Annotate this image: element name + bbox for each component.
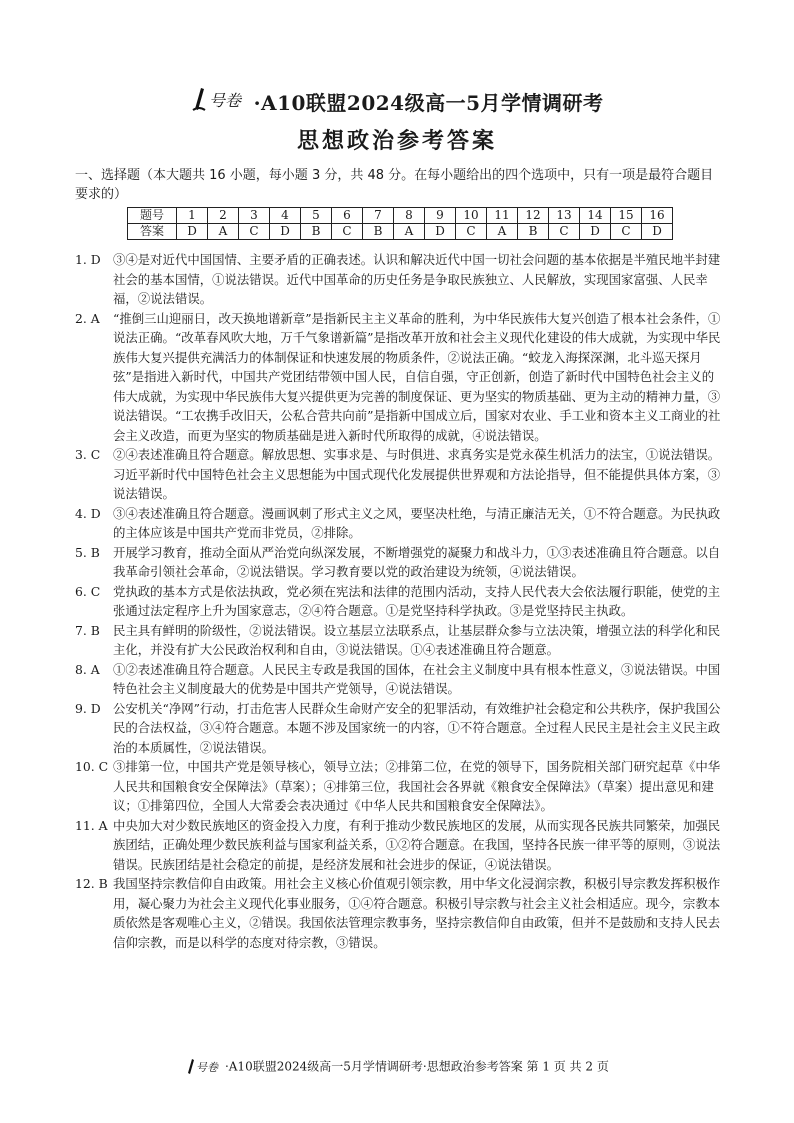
answer-item [75, 699, 725, 758]
row-label-answer: 答案 [128, 224, 177, 240]
answer-cell: C [332, 224, 363, 240]
answer-item-text: 我国坚持宗教信仰自由政策。用社会主义核心价值观引领宗教，用中华文化浸润宗教，积极引导宗教发挥积极作用，凝心聚力为社会主义现代化事业服务，①④符合题意。积极引导宗教与社会主义社会相适应。现今，宗教本质依然是客观唯心主义，②错误。我国依法管理宗教事务，坚持宗教信仰自由政策，但并不是鼓励和支持人民去信仰宗教，而是以科学的态度对待宗教，③错误。 [113, 876, 721, 950]
brand-logo-text: 号卷 [208, 91, 241, 110]
answer-cell: A [487, 224, 518, 240]
answer-item-number: 9. D [75, 700, 101, 716]
question-number-cell: 13 [549, 208, 580, 224]
answer-item-text: ③④表述准确且符合题意。漫画讽刺了形式主义之风，要坚决杜绝，与清正廉洁无关，①不符合题意。为民执政的主体应该是中国共产党而非党员，②排除。 [113, 505, 721, 540]
question-number-cell: 7 [363, 208, 394, 224]
answer-item [75, 504, 725, 543]
answer-item-text: ③④是对近代中国国情、主要矛盾的正确表述。认识和解决近代中国一切社会问题的基本依据是半殖民地半封建社会的基本国情，①说法错误。近代中国革命的历史任务是争取民族独立、人民解放，实现国家富强、人民幸福，②说法错误。 [113, 252, 721, 306]
answer-explanations [75, 250, 725, 952]
row-label-number: 题号 [128, 208, 177, 224]
answer-item [75, 445, 725, 504]
question-number-cell: 12 [518, 208, 549, 224]
question-number-cell: 2 [208, 208, 239, 224]
answer-item-text: 党执政的基本方式是依法执政，党必须在宪法和法律的范围内活动，支持人民代表大会依法履行职能，使党的主张通过法定程序上升为国家意志，②④符合题意。①是党坚持科学执政。③是党坚持民主执政。 [113, 583, 721, 618]
answer-item [75, 816, 725, 875]
answer-item [75, 757, 725, 816]
answer-item-number: 3. C [75, 447, 101, 462]
footer-text: ·A10联盟2024级高一5月学情调研考·思想政治参考答案 第 1 页 共 2 页 [224, 1059, 609, 1074]
answer-item-text: ③排第一位，中国共产党是领导核心，领导立法；②排第二位，在党的领导下，国务院相关部门研究起草《中华人民共和国粮食安全保障法》（草案）；④排第三位，我国社会各界就《粮食安全保障法》（草案）提出意见和建议；①排第四位，全国人大常委会表决通过《中华人民共和国粮食安全保障法》。 [113, 759, 721, 813]
question-number-cell: 4 [270, 208, 301, 224]
answer-cell: A [394, 224, 425, 240]
answer-table [127, 207, 673, 240]
answer-item-text: 公安机关“净网”行动，打击危害人民群众生命财产安全的犯罪活动，有效维护社会稳定和公共秩序，保护我国公民的合法权益，③④符合题意。本题不涉及国家统一的内容，①不符合题意。全过程人民民主是社会主义民主政治的本质属性，②说法错误。 [113, 700, 721, 755]
answer-item-text: “推倒三山迎丽日，改天换地谱新章”是指新民主主义革命的胜利，为中华民族伟大复兴创造了根本社会条件，①说法正确。“改革春风吹大地，万千气象谱新篇”是指改革开放和社会主义现代化建设的伟大成就，为实现中华民族伟大复兴提供充满活力的体制保证和快速发展的物质条件，②说法正确。“蛟龙入海探深渊，北斗巡天探月弦”是指进入新时代，中国共产党团结带领中国人民，自信自强，守正创新，创造了新时代中国特色社会主义的伟大成就，为实现中华民族伟大复兴提供更为完善的制度保证、更为坚实的物质基础、更为主动的精神力量，③说法错误。“工农携手改旧天，公私合营共向前”是指新中国成立后，国家对农业、手工业和资本主义工商业的社会主义改造，而更为坚实的物质基础是进入新时代所取得的成就，④说法错误。 [113, 310, 721, 443]
answer-cell: A [208, 224, 239, 240]
question-number-cell: 15 [611, 208, 642, 224]
question-number-cell: 10 [456, 208, 487, 224]
document-header [0, 86, 794, 116]
answer-table-number-row [128, 208, 673, 224]
answer-item-number: 10. C [75, 759, 109, 774]
answer-item-text: 中央加大对少数民族地区的资金投入力度，有利于推动少数民族地区的发展，从而实现各民族共同繁荣，加强民族团结，正确处理少数民族利益与国家利益关系，①②符合题意。在我国，坚持各民族一律平等的原则，③说法错误。民族团结是社会稳定的前提，是经济发展和社会进步的保证，④说法错误。 [113, 817, 721, 872]
question-number-cell: 11 [487, 208, 518, 224]
answer-cell: D [270, 224, 301, 240]
question-number-cell: 5 [301, 208, 332, 224]
answer-item-text: ①②表述准确且符合题意。人民民主专政是我国的国体，在社会主义制度中具有根本性意义，③说法错误。中国特色社会主义制度最大的优势是中国共产党领导，④说法错误。 [113, 661, 721, 696]
answer-item [75, 874, 725, 952]
question-number-cell: 1 [177, 208, 208, 224]
answer-item-number: 8. A [75, 661, 100, 677]
answer-item-number: 2. A [75, 310, 100, 326]
answer-item-text: 民主具有鲜明的阶级性，②说法错误。设立基层立法联系点，让基层群众参与立法决策，增强立法的科学化和民主化，并没有扩大公民政治权利和自由，③说法错误。①④表述准确且符合题意。 [113, 622, 721, 657]
question-number-cell: 6 [332, 208, 363, 224]
answer-cell: B [363, 224, 394, 240]
brand-logo-mark-icon [191, 86, 249, 112]
answer-cell: C [611, 224, 642, 240]
answer-item-number: 5. B [75, 544, 100, 560]
document-subtitle: 思想政治参考答案 [296, 128, 497, 154]
question-number-cell: 16 [642, 208, 673, 224]
question-number-cell: 14 [580, 208, 611, 224]
answer-table-answer-row [128, 224, 673, 240]
question-number-cell: 8 [394, 208, 425, 224]
answer-item [75, 621, 725, 660]
answer-item [75, 543, 725, 582]
answer-item-text: 开展学习教育，推动全面从严治党向纵深发展，不断增强党的凝聚力和战斗力，①③表述准确且符合题意。以自我革命引领社会革命，②说法错误。学习教育要以党的政治建设为统领，④说法错误。 [113, 544, 721, 579]
answer-item-number: 1. D [75, 252, 101, 267]
answer-item [75, 660, 725, 699]
answer-cell: B [518, 224, 549, 240]
answer-cell: D [580, 224, 611, 240]
answer-item-number: 11. A [75, 817, 108, 833]
answer-cell: B [301, 224, 332, 240]
answer-item-text: ②④表述准确且符合题意。解放思想、实事求是、与时俱进、求真务实是党永葆生机活力的法宝，①说法错误。习近平新时代中国特色社会主义思想能为中国式现代化发展提供世界观和方法论指导，但不能提供具体方案，③说法错误。 [113, 447, 721, 501]
answer-cell: D [642, 224, 673, 240]
answer-item [75, 582, 725, 621]
brand-logo [191, 86, 249, 116]
answer-cell: C [456, 224, 487, 240]
footer-logo-icon [185, 1057, 221, 1075]
answer-item-number: 6. C [75, 583, 101, 599]
question-number-cell: 9 [425, 208, 456, 224]
answer-item [75, 309, 725, 446]
answer-cell: C [239, 224, 270, 240]
page-footer [0, 1057, 794, 1075]
answer-cell: D [177, 224, 208, 240]
answer-item-number: 4. D [75, 505, 101, 521]
exam-title: ·A10联盟2024级高一5月学情调研考 [253, 90, 604, 115]
footer-logo-text: 号卷 [196, 1061, 219, 1074]
answer-cell: C [549, 224, 580, 240]
section-heading: 一、选择题（本大题共 16 小题，每小题 3 分，共 48 分。在每小题给出的四个选项中，只有一项是最符合题目要求的） [75, 168, 714, 202]
answer-item-number: 12. B [75, 876, 108, 891]
question-number-cell: 3 [239, 208, 270, 224]
answer-item-number: 7. B [75, 622, 100, 638]
answer-item [75, 250, 725, 309]
answer-cell: D [425, 224, 456, 240]
